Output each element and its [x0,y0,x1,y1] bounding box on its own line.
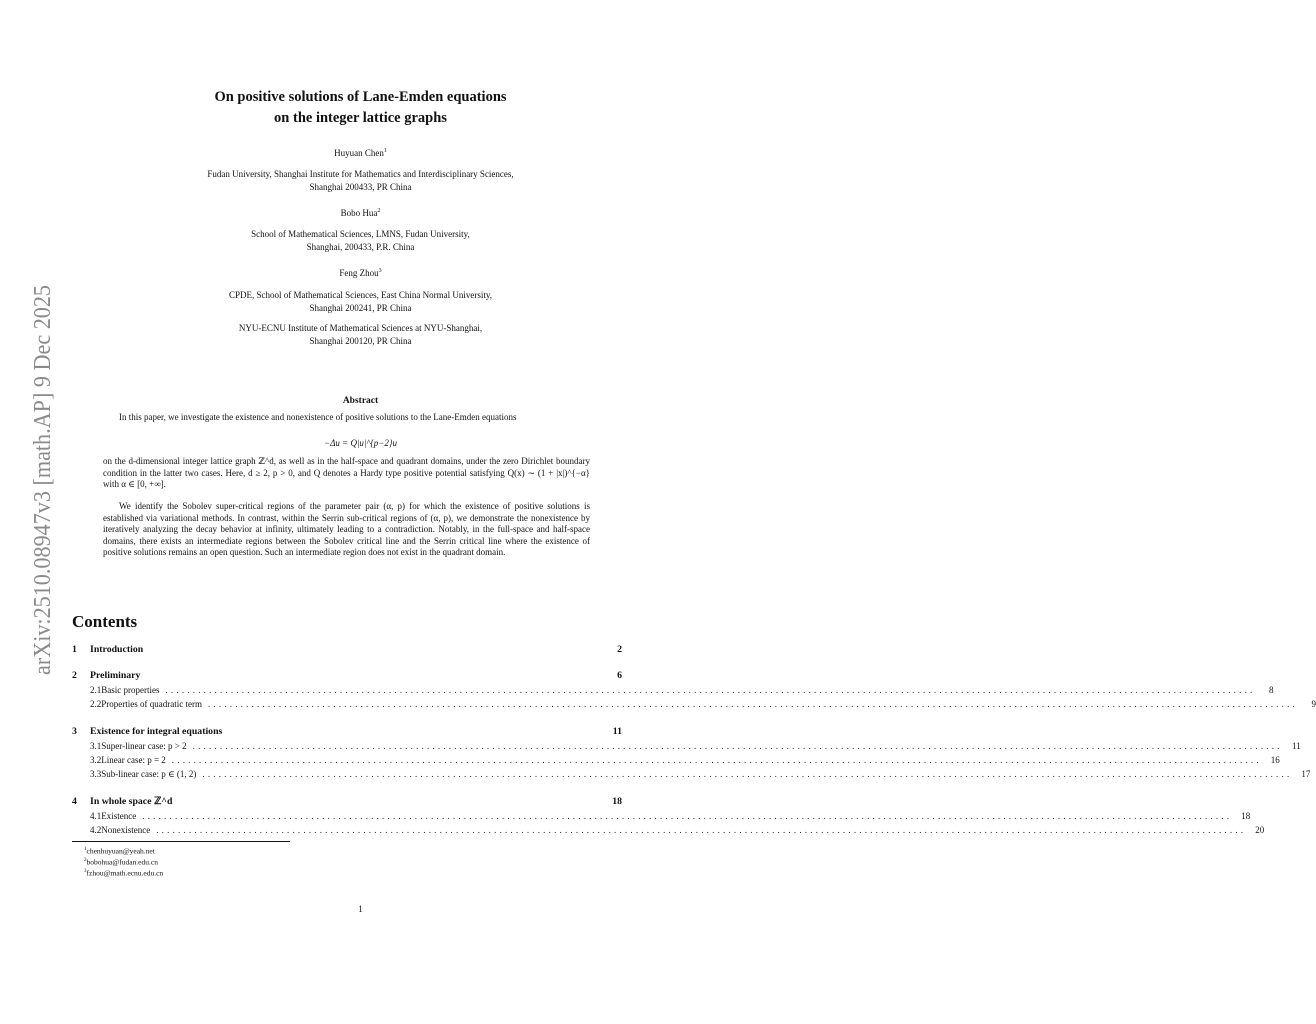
toc-entry-number: 4 [72,796,77,807]
author-1-affiliation [0,168,721,194]
author-3 [0,268,721,278]
author-3-affiliation-2 [0,322,721,348]
footnote-1 [84,845,155,857]
abstract-text: We identify the Sobolev super-critical regions of the parameter pair (α, p) for which the existence of positive solutions is established via variational methods. In contrast, within the Serrin sub-critical regions of (α, p), we demonstrate the nonexistence by iteratively analyzing the decay behavior at infinity, ultimately leading to a contradiction. Notably, in the full-space and half-space domains, there exists an intermediate regions between the Sobolev critical line and the Serrin critical line where the existence of positive solutions remains an open question. Such an intermediate region does not exist in the quadrant domain. [103,501,590,557]
toc-entry[interactable] [72,769,1311,781]
display-equation: −Δu = Q|u|^{p−2}u [324,438,397,448]
footnote-mark: 1 [84,847,87,852]
author-3-affiliation [0,289,721,315]
paper-title-line-1: On positive solutions of Lane-Emden equations [214,89,507,105]
abstract-paragraph-1a [103,412,590,424]
footnote-3 [84,867,163,879]
toc-entry[interactable] [72,699,1316,711]
author-2 [0,208,721,218]
contents-heading: Contents [72,612,138,631]
toc-entry-page: 2 [617,644,622,655]
toc-entry-page: 20 [1255,825,1265,835]
toc-entry-page: 11 [612,726,622,737]
abstract-text: on the d-dimensional integer lattice graph ℤ^d, as well as in the half-space and quadrant domains, under the zero Dirichlet boundary condition in the latter two cases. Here, d ≥ 2, p > 0, and Q denotes a Hardy type positive potential satisfying Q(x) ∼ (1 + |x|)^{−α} with α ∈ [0, +∞]. [103,456,590,489]
footnote-email: bobohua@fudan.edu.cn [86,857,158,867]
toc-entry-label: In whole space ℤ^d [90,796,173,807]
toc-entry-label: Existence [101,811,137,821]
affiliation-line: Shanghai 200241, PR China [309,303,412,313]
author-3-mark: 3 [378,268,382,274]
toc-entry-number: 4.2 [90,825,102,835]
footnote-email: chenhuyuan@yeah.net [86,846,155,856]
toc-entry-number: 2 [72,670,77,681]
toc-entry-page: 17 [1301,769,1311,779]
author-1-name: Huyuan Chen [334,148,384,158]
abstract-heading: Abstract [342,396,379,406]
affiliation-line: Shanghai 200433, PR China [309,182,412,192]
arxiv-identifier-text: arXiv:2510.08947v3 [math.AP] 9 Dec 2025 [30,252,56,675]
toc-entry[interactable] [72,796,622,808]
author-1-mark: 1 [383,148,387,154]
affiliation-line: Shanghai, 200433, P.R. China [306,242,415,252]
toc-entry-label: Super-linear case: p > 2 [101,741,187,751]
affiliation-line: Fudan University, Shanghai Institute for Mathematics and Interdisciplinary Sciences, [207,169,514,179]
toc-entry[interactable] [72,755,1280,767]
toc-entry[interactable] [72,811,1251,823]
toc-entry-label: Preliminary [90,670,141,681]
toc-dot-leader: ........................................................................................................................................................................................................ [165,685,1256,695]
toc-entry-page: 18 [1241,811,1251,821]
toc-entry-number: 4.1 [90,811,102,821]
author-2-name: Bobo Hua [340,208,378,218]
toc-entry-number: 3.2 [90,755,102,765]
toc-entry-page: 9 [1311,699,1316,709]
toc-entry-number: 3 [72,726,77,737]
toc-dot-leader: ........................................................................................................................................................................................................ [156,825,1247,835]
author-2-mark: 2 [377,208,381,214]
toc-entry[interactable] [72,685,1274,697]
toc-entry[interactable] [72,670,622,682]
toc-entry-page: 6 [617,670,622,681]
affiliation-line: Shanghai 200120, PR China [309,336,412,346]
paper-title [0,87,721,129]
toc-dot-leader: ........................................................................................................................................................................................................ [202,769,1293,779]
abstract-text: In this paper, we investigate the existence and nonexistence of positive solutions to the Lane-Emden equations [119,412,517,422]
abstract-paragraph-1b [103,456,590,491]
toc-entry-label: Properties of quadratic term [101,699,202,709]
toc-entry[interactable] [72,741,1301,753]
toc-entry-label: Introduction [90,644,144,655]
abstract-paragraph-2 [103,501,590,559]
toc-dot-leader: ........................................................................................................................................................................................................ [171,755,1262,765]
footnote-email: fzhou@math.ecnu.edu.cn [86,868,164,878]
toc-entry-label: Nonexistence [101,825,151,835]
paper-title-line-2: on the integer lattice graphs [274,110,447,126]
affiliation-line: School of Mathematical Sciences, LMNS, Fudan University, [251,229,470,239]
footnote-mark: 2 [84,858,87,863]
toc-entry-number: 2.1 [90,685,102,695]
toc-entry-number: 1 [72,644,77,655]
toc-entry-page: 18 [612,796,622,807]
toc-entry-number: 2.2 [90,699,102,709]
footnote-2 [84,856,158,868]
toc-entry-page: 16 [1270,755,1280,765]
toc-entry-label: Linear case: p = 2 [101,755,166,765]
toc-entry[interactable] [72,644,622,656]
affiliation-line: CPDE, School of Mathematical Sciences, East China Normal University, [228,290,493,300]
toc-entry-label: Basic properties [101,685,160,695]
footnote-rule [72,841,290,842]
toc-entry-number: 3.3 [90,769,102,779]
toc-entry-page: 11 [1291,741,1301,751]
page-number: 1 [358,904,363,914]
toc-entry-number: 3.1 [90,741,102,751]
author-2-affiliation [0,228,721,254]
toc-entry-label: Sub-linear case: p ∈ (1, 2) [101,769,197,779]
toc-dot-leader: ........................................................................................................................................................................................................ [207,699,1298,709]
toc-entry-page: 8 [1268,685,1274,695]
footnote-mark: 3 [84,869,87,874]
toc-entry[interactable] [72,825,1265,837]
author-1 [0,148,721,158]
affiliation-line: NYU-ECNU Institute of Mathematical Sciences at NYU-Shanghai, [238,323,483,333]
author-3-name: Feng Zhou [339,268,379,278]
toc-dot-leader: ........................................................................................................................................................................................................ [192,741,1283,751]
toc-entry[interactable] [72,726,622,738]
toc-dot-leader: ........................................................................................................................................................................................................ [142,811,1233,821]
toc-entry-label: Existence for integral equations [90,726,223,737]
